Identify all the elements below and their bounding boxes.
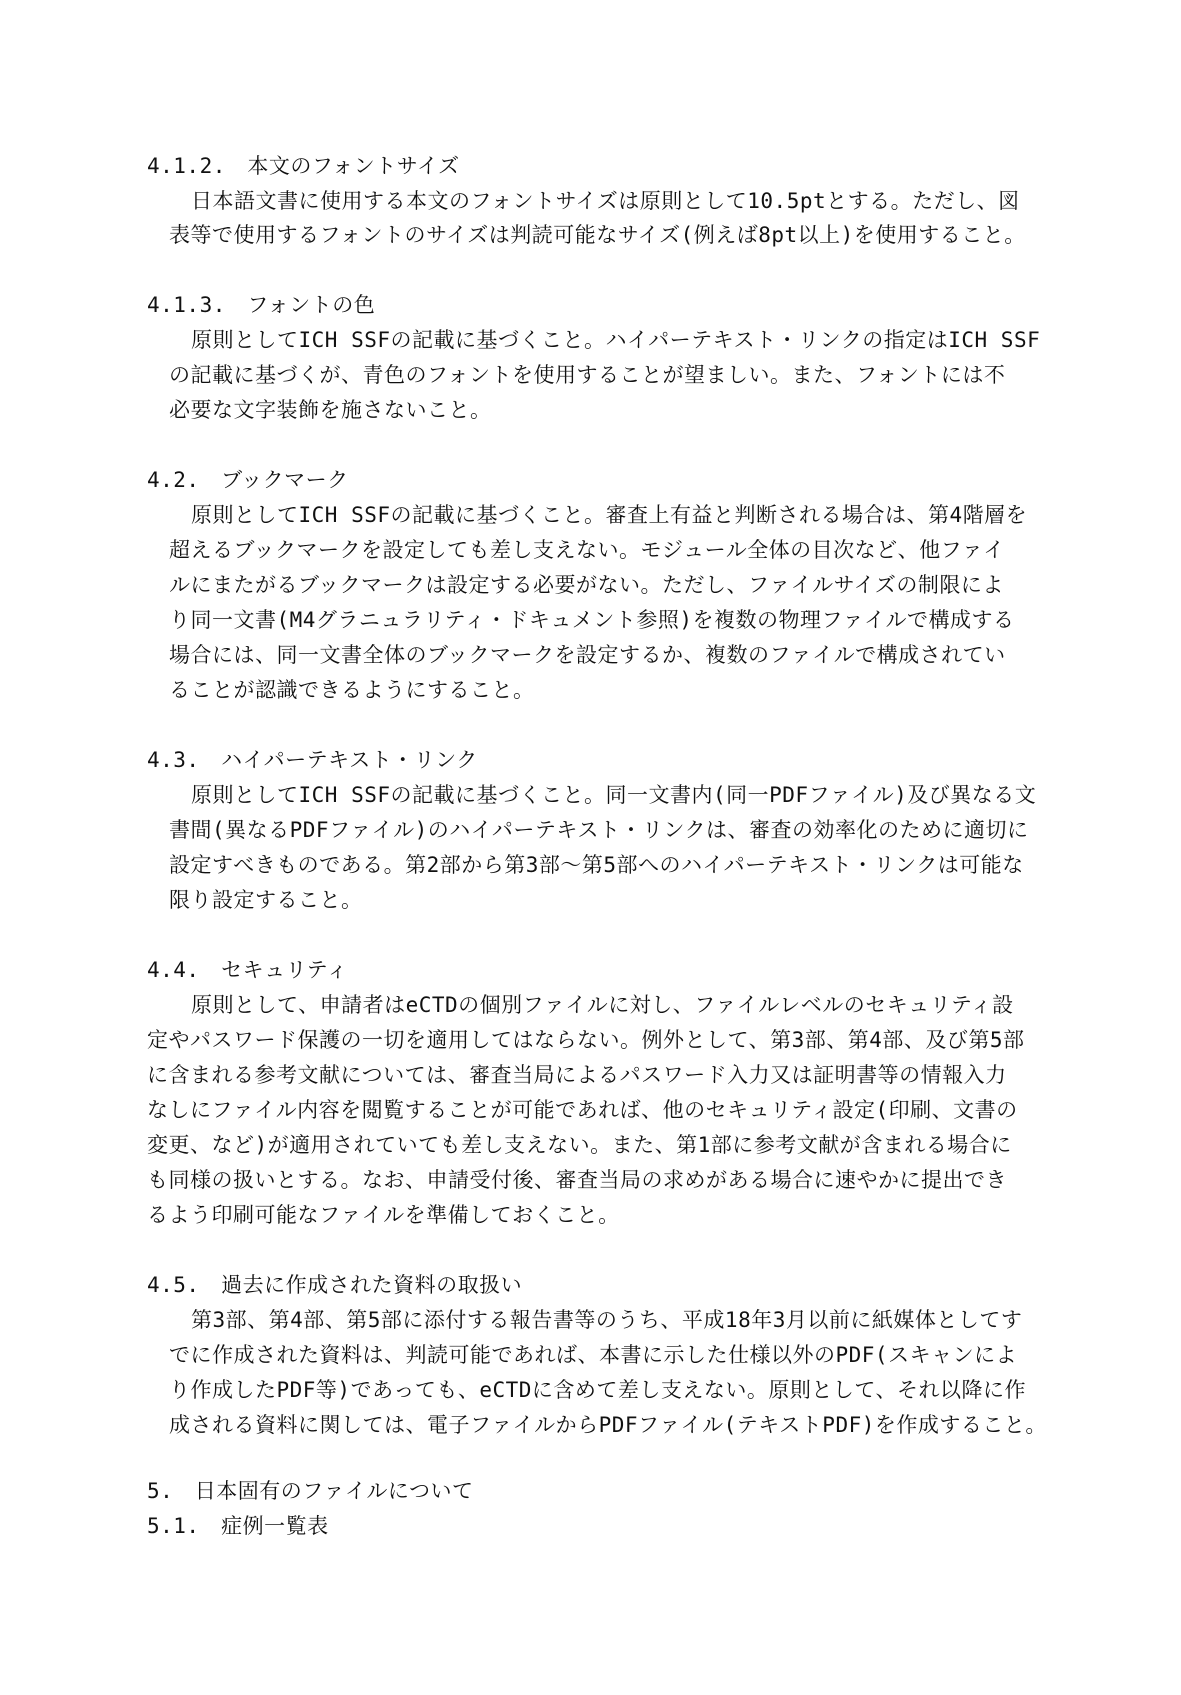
paragraph-line: 原則として、申請者はeCTDの個別ファイルに対し、ファイルレベルのセキュリティ設 — [191, 993, 1014, 1017]
paragraph-line: 日本語文書に使用する本文のフォントサイズは原則として10.5ptとする。ただし、図 — [191, 189, 1020, 213]
section-heading: 4.2. ブックマーク — [147, 468, 349, 492]
paragraph-line: 成される資料に関しては、電子ファイルからPDFファイル(テキストPDF)を作成すること。 — [169, 1413, 1047, 1437]
section-heading: 4.1.2. 本文のフォントサイズ — [147, 154, 460, 178]
paragraph-line: の記載に基づくが、青色のフォントを使用することが望ましい。また、フォントには不 — [169, 363, 1006, 387]
paragraph-line: 書間(異なるPDFファイル)のハイパーテキスト・リンクは、審査の効率化のために適切に — [169, 818, 1029, 842]
paragraph-line: り作成したPDF等)であっても、eCTDに含めて差し支えない。原則として、それ以降に作 — [169, 1378, 1027, 1402]
paragraph-line: も同様の扱いとする。なお、申請受付後、審査当局の求めがある場合に速やかに提出でき — [147, 1168, 1007, 1192]
section-heading: 5.1. 症例一覧表 — [147, 1514, 329, 1538]
paragraph-line: 第3部、第4部、第5部に添付する報告書等のうち、平成18年3月以前に紙媒体としてす — [191, 1308, 1023, 1332]
paragraph-line: 設定すべきものである。第2部から第3部～第5部へのハイパーテキスト・リンクは可能な — [169, 853, 1024, 877]
paragraph-line: るよう印刷可能なファイルを準備しておくこと。 — [147, 1203, 620, 1227]
section-heading: 4.1.3. フォントの色 — [147, 293, 376, 317]
paragraph-line: 原則としてICH SSFの記載に基づくこと。同一文書内(同一PDFファイル)及び異なる文 — [191, 783, 1037, 807]
paragraph-line: ルにまたがるブックマークは設定する必要がない。ただし、ファイルサイズの制限によ — [169, 573, 1004, 597]
paragraph-line: なしにファイル内容を閲覧することが可能であれば、他のセキュリティ設定(印刷、文書の — [147, 1098, 1018, 1122]
chapter-heading: 5. 日本固有のファイルについて — [147, 1479, 474, 1503]
paragraph-line: 場合には、同一文書全体のブックマークを設定するか、複数のファイルで構成されてい — [169, 643, 1006, 667]
paragraph-line: 定やパスワード保護の一切を適用してはならない。例外として、第3部、第4部、及び第5部 — [147, 1028, 1025, 1052]
paragraph-line: ることが認識できるようにすること。 — [169, 678, 535, 702]
paragraph-line: 超えるブックマークを設定しても差し支えない。モジュール全体の目次など、他ファイ — [169, 538, 1005, 562]
paragraph-line: 原則としてICH SSFの記載に基づくこと。ハイパーテキスト・リンクの指定はICH SSF — [191, 328, 1041, 352]
paragraph-line: 表等で使用するフォントのサイズは判読可能なサイズ(例えば8pt以上)を使用すること。 — [169, 223, 1026, 247]
section-heading: 4.4. セキュリティ — [147, 958, 348, 982]
paragraph-line: でに作成された資料は、判読可能であれば、本書に示した仕様以外のPDF(スキャンによ — [169, 1343, 1018, 1367]
paragraph-line: 限り設定すること。 — [169, 888, 363, 912]
paragraph-line: 原則としてICH SSFの記載に基づくこと。審査上有益と判断される場合は、第4階層を — [191, 503, 1028, 527]
paragraph-line: に含まれる参考文献については、審査当局によるパスワード入力又は証明書等の情報入力 — [147, 1063, 1007, 1087]
paragraph-line: 変更、など)が適用されていても差し支えない。また、第1部に参考文献が含まれる場合に — [147, 1133, 1012, 1157]
section-heading: 4.3. ハイパーテキスト・リンク — [147, 748, 478, 772]
paragraph-line: 必要な文字装飾を施さないこと。 — [169, 398, 492, 422]
section-heading: 4.5. 過去に作成された資料の取扱い — [147, 1273, 523, 1297]
paragraph-line: り同一文書(M4グラニュラリティ・ドキュメント参照)を複数の物理ファイルで構成する — [169, 608, 1015, 632]
